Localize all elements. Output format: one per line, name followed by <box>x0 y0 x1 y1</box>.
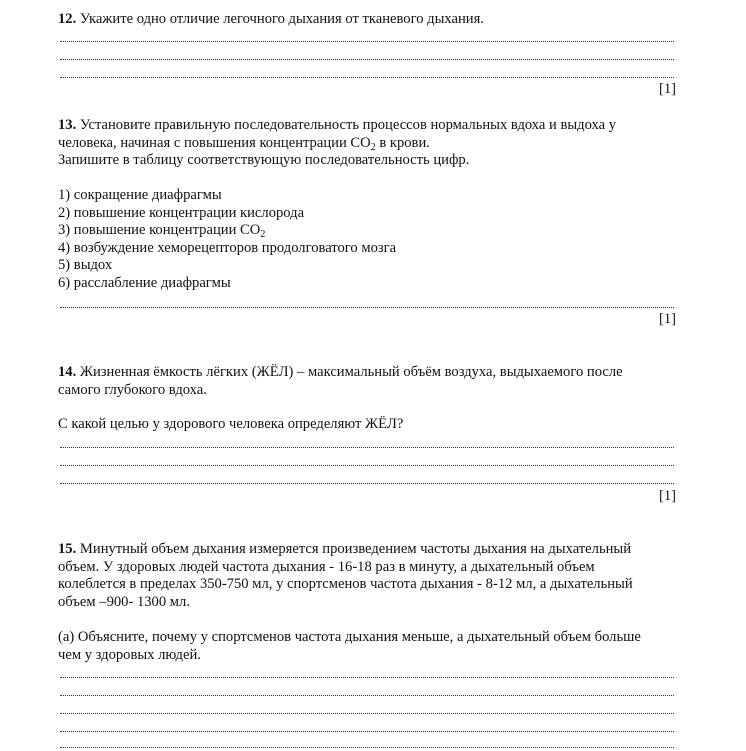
option-4: 4) возбуждение хеморецепторов продолговатого мозга <box>58 239 397 256</box>
option-5: 5) выдох <box>58 257 113 274</box>
answer-line[interactable] <box>58 469 676 487</box>
answer-line[interactable] <box>58 293 676 311</box>
question-15-part-a-line1: (a) Объясните, почему у спортсменов частота дыхания меньше, а дыхательный объем больше <box>58 629 641 645</box>
answer-line[interactable] <box>58 699 676 717</box>
question-15-part-a-line2: чем у здоровых людей. <box>58 646 201 663</box>
question-13-options <box>58 187 676 293</box>
answer-line[interactable] <box>58 451 676 469</box>
option-2: 2) повышение концентрации кислорода <box>58 204 305 221</box>
answer-line[interactable] <box>58 663 676 681</box>
answer-line[interactable] <box>58 433 676 451</box>
answer-line[interactable] <box>58 63 676 81</box>
subscript-2: 2 <box>370 141 376 153</box>
question-12-number: 12. <box>58 11 77 27</box>
subscript-2: 2 <box>260 229 266 241</box>
question-13-text-line1 <box>58 117 676 135</box>
question-12-text: Укажите одно отличие легочного дыхания от тканевого дыхания. <box>79 11 484 27</box>
option-3 <box>58 222 676 240</box>
question-13-text-line2 <box>58 135 676 153</box>
question-15-text-line2: объем. У здоровых людей частота дыхания - 16-18 раз в минуту, а дыхательный объем <box>58 558 595 575</box>
question-13-instruction: Запишите в таблицу соответствующую последовательность цифр. <box>58 152 470 169</box>
question-14-mark: [1] <box>658 488 676 504</box>
question-14-text-line2: самого глубокого вдоха. <box>58 381 207 398</box>
question-15 <box>58 541 676 611</box>
question-13-number: 13. <box>58 117 77 133</box>
answer-line[interactable] <box>58 681 676 699</box>
question-13-text-part: человека, начиная с повышения концентрации CO <box>58 134 371 151</box>
option-3-text: 3) повышение концентрации CO <box>58 222 261 239</box>
question-15-text: Минутный объем дыхания измеряется произведением частоты дыхания на дыхательный <box>79 541 632 557</box>
question-15-part-a <box>58 629 676 664</box>
question-13-mark: [1] <box>658 311 676 327</box>
question-12 <box>58 11 676 29</box>
question-13-text-part: в крови. <box>375 134 430 151</box>
question-13-text: Установите правильную последовательность процессов нормальных вдоха и выдоха у <box>79 117 617 133</box>
answer-line[interactable] <box>58 733 676 751</box>
option-6: 6) расслабление диафрагмы <box>58 274 231 291</box>
answer-line[interactable] <box>58 27 676 45</box>
question-14-number: 14. <box>58 364 77 380</box>
question-14-prompt <box>58 416 676 434</box>
question-15-text-line4: объем –900- 1300 мл. <box>58 593 190 610</box>
option-1: 1) сокращение диафрагмы <box>58 187 222 203</box>
question-13 <box>58 117 676 170</box>
question-15-text-line1 <box>58 541 676 559</box>
question-14-question: С какой целью у здорового человека определяют ЖЁЛ? <box>58 416 404 432</box>
question-15-text-line3: колеблется в пределах 350-750 мл, у спортсменов частота дыхания - 8-12 мл, а дыхательный <box>58 576 633 593</box>
question-15-number: 15. <box>58 541 77 557</box>
question-14 <box>58 364 676 399</box>
question-14-text: Жизненная ёмкость лёгких (ЖЁЛ) – максимальный объём воздуха, выдыхаемого после <box>79 364 623 380</box>
answer-line[interactable] <box>58 45 676 63</box>
question-14-text-line1 <box>58 364 676 382</box>
question-12-mark: [1] <box>658 81 676 97</box>
